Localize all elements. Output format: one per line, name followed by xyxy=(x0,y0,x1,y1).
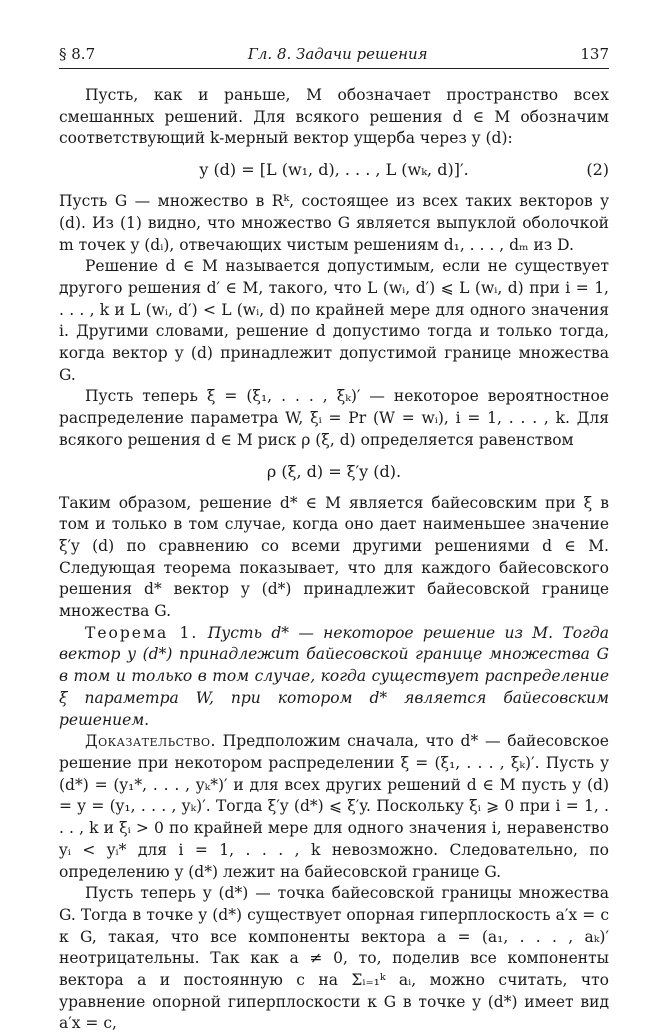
running-header xyxy=(59,44,609,64)
equation-risk-body: ρ (ξ, d) = ξ′y (d). xyxy=(266,461,402,481)
equation-2-body: y (d) = [L (w₁, d), . . . , L (wₖ, d)]′. xyxy=(199,160,469,180)
paragraph-distribution: Пусть теперь ξ = (ξ₁, . . . , ξₖ)′ — некоторое вероятностное распределение параметра W, ξᵢ = Pr (W = wᵢ), i = 1, . . . , k. Для всякого решения d ∈ M риск ρ (ξ, d) определяется равенством xyxy=(59,387,609,449)
chapter-title: Гл. 8. Задачи решения xyxy=(247,45,428,63)
equation-2-number: (2) xyxy=(586,160,609,180)
page-number: 137 xyxy=(580,45,609,63)
theorem-1 xyxy=(59,623,609,732)
paragraph-admissible: Решение d ∈ M называется допустимым, если не существует другого решения d′ ∈ M, такого, что L (wᵢ, d′) ⩽ L (wᵢ, d) при i = 1, . . . , k и L (wᵢ, d′) < L (wᵢ, d) по крайней мере для одного значения i. Другими словами, решение d допустимо тогда и только тогда, когда вектор y (d) принадлежит допустимой границе множества G. xyxy=(59,257,609,384)
paragraph-hyperplane: Пусть теперь y (d*) — точка байесовской границы множества G. Тогда в точке y (d*) существует опорная гиперплоскость a′x = c к G, такая, что все компоненты вектора a = (a₁, . . . , aₖ)′ неотрицательны. Так как a ≠ 0, то, поделив все компоненты вектора a и постоянную c на Σᵢ₌₁ᵏ aᵢ, можно считать, что уравнение опорной гиперплоскости к G в точке y (d*) имеет вид a′x = c, xyxy=(59,884,609,1033)
body-text xyxy=(59,85,609,1035)
theorem-statement: Пусть d* — некоторое решение из M. Тогда вектор y (d*) принадлежит байесовской границе множества G в том и только в том случае, когда существует распределение ξ параметра W, при котором d* является байесовским решением. xyxy=(59,623,609,729)
equation-risk xyxy=(59,461,609,483)
paragraph-bayes: Таким образом, решение d* ∈ M является байесовским при ξ в том и только в том случае, когда оно дает наименьшее значение ξ′y (d) по сравнению со всеми другими решениями d ∈ M. Следующая теорема показывает, что для каждого байесовского решения d* вектор y (d*) принадлежит байесовской границе множества G. xyxy=(59,493,609,621)
proof-label: Доказательство. xyxy=(85,732,216,751)
header-rule xyxy=(59,68,609,69)
proof-text: Предположим сначала, что d* — байесовское решение при некотором распределении ξ = (ξ₁, . . . , ξₖ)′. Пусть y (d*) = (y₁*, . . . , yₖ*)′ и для всех других решений d ∈ M пусть y (d) = y = (y₁, . . . , yₖ)′. Тогда ξ′y (d*) ⩽ ξ′y. Поскольку ξᵢ ⩾ 0 при i = 1, . . . , k и ξᵢ > 0 по крайней мере для одного значения i, неравенство yᵢ < yᵢ* для i = 1, . . . , k невозможно. Следовательно, по определению y (d*) лежит на байесовской границе G. xyxy=(59,732,609,881)
proof xyxy=(59,731,609,883)
paragraph-set-g: Пусть G — множество в Rᵏ, состоящее из всех таких векторов y (d). Из (1) видно, что множество G является выпуклой оболочкой m точек y (dᵢ), отвечающих чистым решениям d₁, . . . , dₘ из D. xyxy=(59,192,609,254)
theorem-label: Теорема 1. xyxy=(85,623,199,642)
section-label: § 8.7 xyxy=(59,45,96,63)
equation-2 xyxy=(59,159,609,181)
paragraph-mixed-solutions: Пусть, как и раньше, M обозначает пространство всех смешанных решений. Для всякого решения d ∈ M обозначим соответствующий k-мерный вектор ущерба через y (d): xyxy=(59,86,609,148)
